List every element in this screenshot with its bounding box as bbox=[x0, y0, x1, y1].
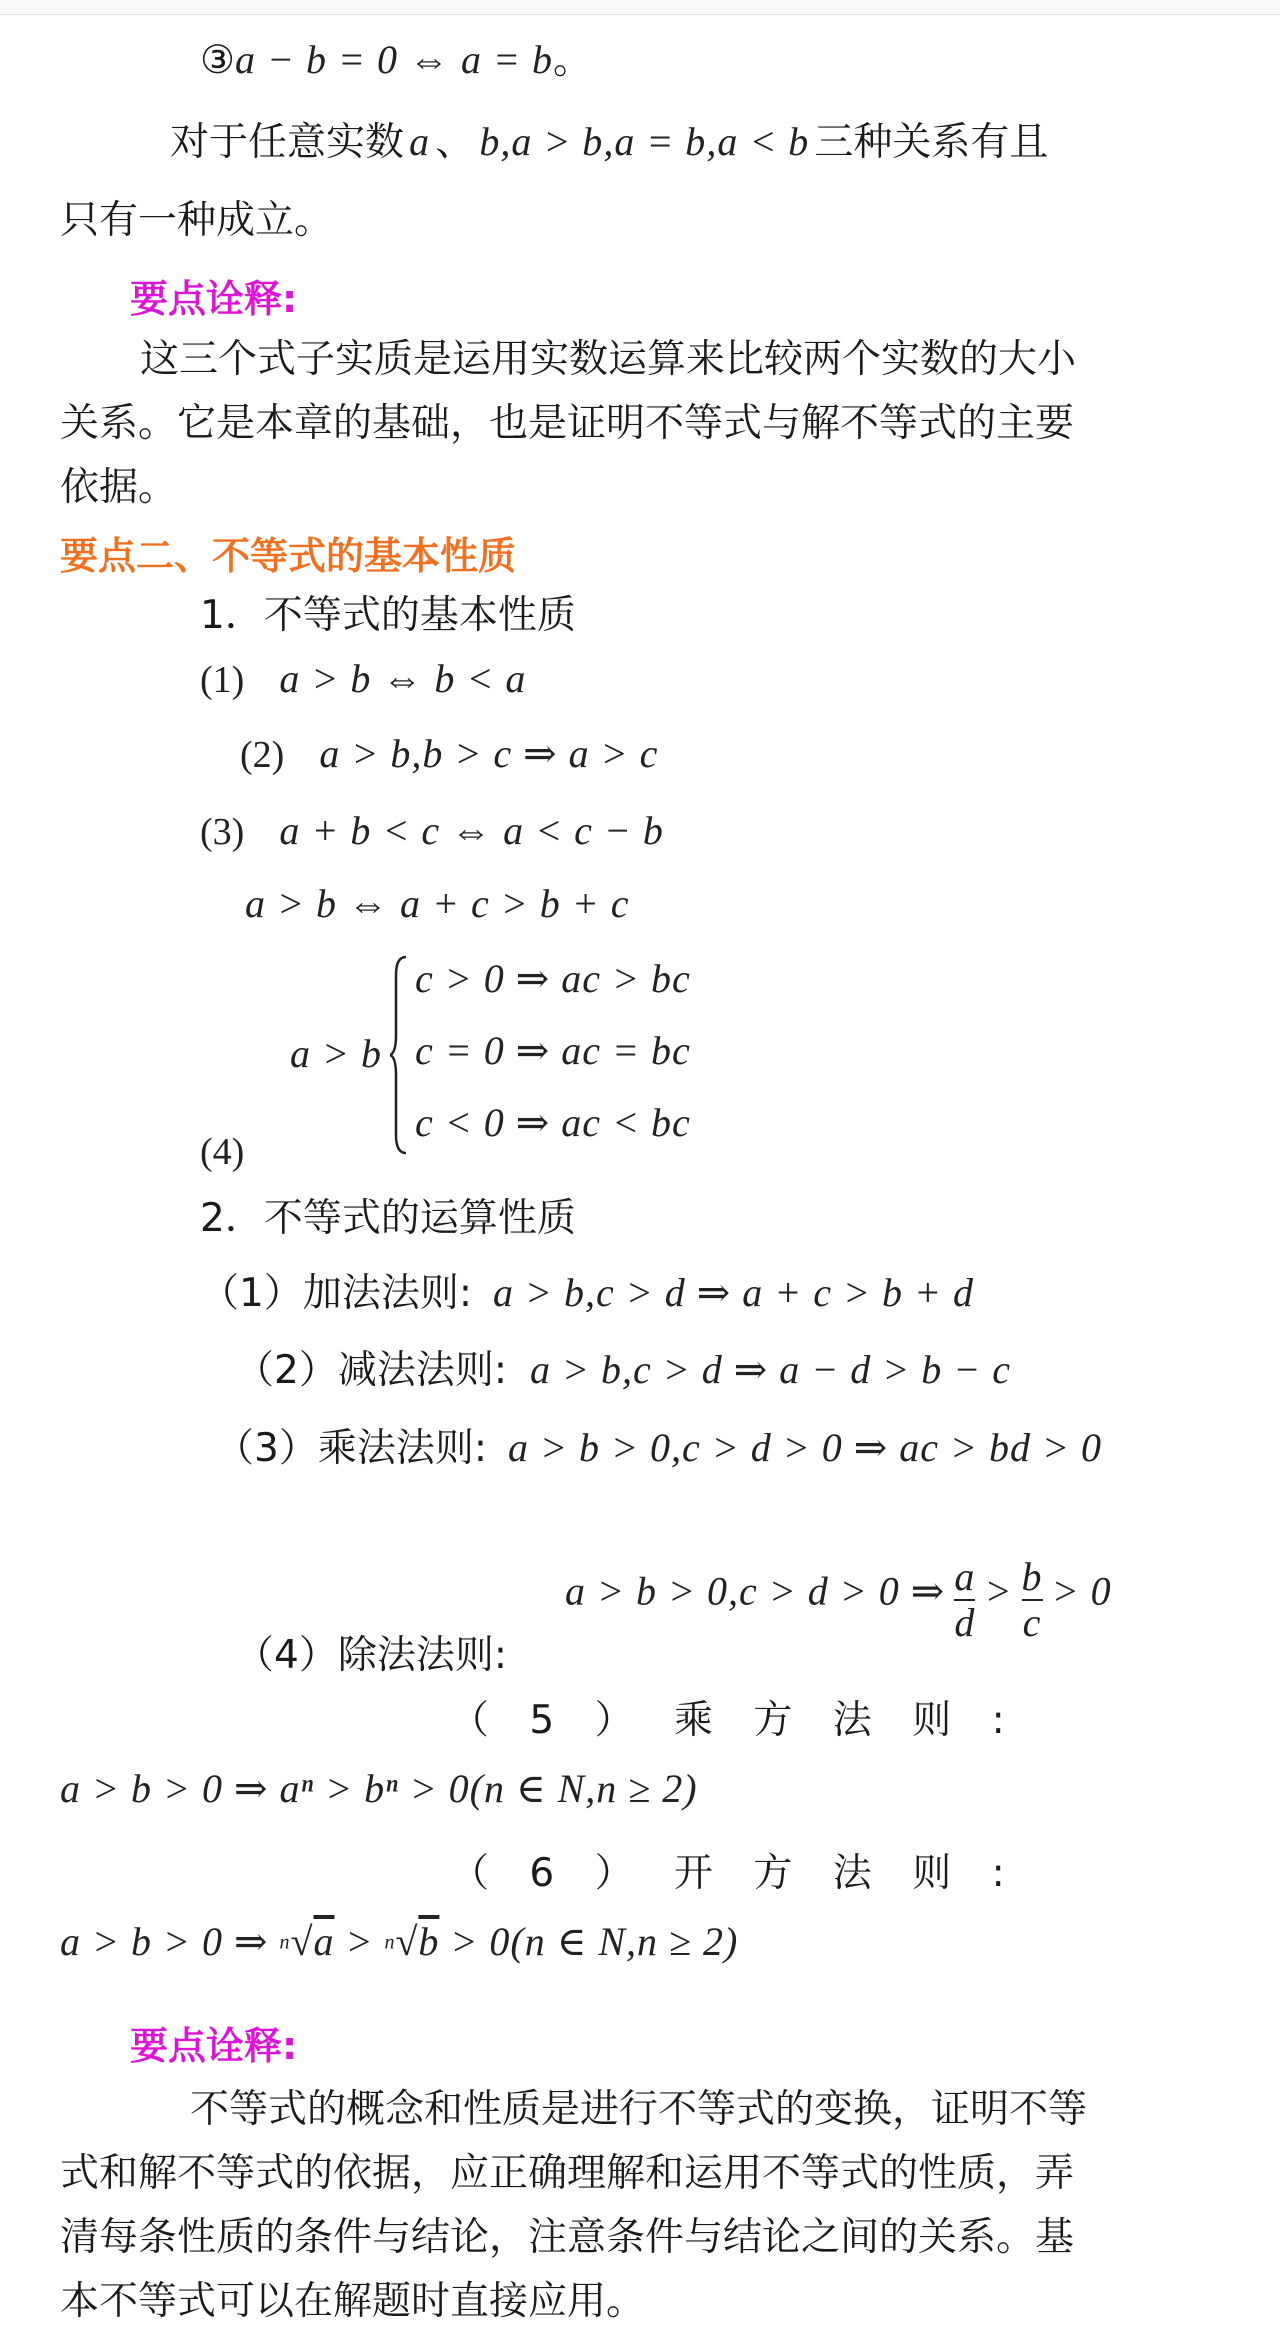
separator: 、 bbox=[435, 120, 475, 165]
top-edge bbox=[0, 0, 1280, 15]
section-heading-2: 要点二、不等式的基本性质 bbox=[60, 534, 517, 578]
property-3b-expr: a > b ⇔ a + c > b + c bbox=[245, 881, 630, 926]
fraction-1-num: a bbox=[954, 1554, 976, 1599]
property-3-expr: a + b < c ⇔ a < c − b bbox=[279, 808, 664, 853]
rule-subtraction-label: （2）减法法则: bbox=[235, 1348, 507, 1393]
note1-line2: 关系。它是本章的基础，也是证明不等式与解不等式的主要 bbox=[60, 401, 1075, 446]
rule-division-pre: a > b > 0,c > d > 0 ⇒ bbox=[565, 1568, 946, 1614]
property-4-label: (4) bbox=[200, 1131, 245, 1173]
equation-3 bbox=[200, 30, 592, 92]
property-4-case-1: c > 0 ⇒ ac > bc bbox=[415, 956, 691, 1001]
property-3 bbox=[200, 807, 664, 854]
property-1-expr: a > b ⇔ b < a bbox=[279, 656, 527, 701]
trichotomy-line bbox=[170, 112, 1048, 174]
rule-root-post: > 0(n ∈ N,n ≥ 2) bbox=[439, 1919, 739, 1964]
comma-3: , bbox=[706, 119, 718, 164]
circled-marker: ③ bbox=[200, 38, 235, 83]
property-1 bbox=[200, 655, 526, 702]
equation-3-expr: a − b = 0 ⇔ a = b bbox=[234, 37, 553, 82]
note-heading-2: 要点诠释: bbox=[130, 2024, 298, 2068]
root-index-1: n bbox=[279, 1931, 291, 1954]
radical-sign-1: √ bbox=[290, 1919, 314, 1964]
note2-line3: 清每条性质的条件与结论，注意条件与结论之间的关系。基 bbox=[60, 2215, 1075, 2260]
comma-1: , bbox=[500, 119, 512, 164]
property-2 bbox=[240, 730, 658, 777]
property-4-case-2: c = 0 ⇒ ac = bc bbox=[415, 1028, 691, 1073]
relation-greater: a > b bbox=[511, 119, 604, 164]
trichotomy-line2: 只有一种成立。 bbox=[60, 198, 334, 243]
rule-power-label: （ 5 ） 乘 方 法 则 : bbox=[450, 1698, 1005, 1743]
relation-equal: a = b bbox=[614, 119, 707, 164]
rule-division-label: （4）除法法则: bbox=[235, 1633, 507, 1678]
note2-line2: 式和解不等式的依据，应正确理解和运用不等式的性质，弄 bbox=[60, 2151, 1075, 2196]
rule-root-label: （ 6 ） 开 方 法 则 : bbox=[450, 1851, 1005, 1896]
fraction-a-over-d bbox=[954, 1555, 975, 1645]
note-heading-1: 要点诠释: bbox=[130, 277, 298, 321]
rule-root-pre: a > b > 0 ⇒ bbox=[60, 1919, 280, 1964]
rule-addition-expr: a > b,c > d ⇒ a + c > b + d bbox=[493, 1270, 975, 1315]
note1-line3: 依据。 bbox=[60, 465, 178, 510]
comma-2: , bbox=[603, 119, 615, 164]
rule-subtraction bbox=[235, 1340, 1011, 1402]
fraction-b-over-c bbox=[1022, 1555, 1043, 1645]
rule-addition-label: （1）加法法则: bbox=[200, 1271, 472, 1316]
rule-division-gt: > bbox=[984, 1568, 1013, 1614]
property-1-label: (1) bbox=[200, 659, 245, 701]
fraction-2-den: c bbox=[1022, 1600, 1042, 1645]
radicand-b: b bbox=[418, 1919, 440, 1964]
rule-multiplication-label: （3）乘法法则: bbox=[215, 1426, 487, 1471]
rule-addition bbox=[200, 1263, 974, 1325]
trichotomy-tail: 三种关系有且 bbox=[814, 120, 1049, 165]
basic-props-title: 1．不等式的基本性质 bbox=[200, 593, 576, 638]
property-4-lhs: a > b bbox=[290, 1031, 382, 1076]
var-a: a bbox=[409, 119, 431, 164]
rule-division-post: > 0 bbox=[1051, 1568, 1112, 1614]
property-2-expr: a > b,b > c ⇒ a > c bbox=[319, 731, 659, 776]
property-2-label: (2) bbox=[240, 734, 285, 776]
fraction-1-den: d bbox=[954, 1600, 976, 1645]
rule-multiplication-expr: a > b > 0,c > d > 0 ⇒ ac > bd > 0 bbox=[508, 1425, 1103, 1470]
relation-less: a < b bbox=[717, 119, 810, 164]
rule-multiplication bbox=[215, 1418, 1102, 1480]
property-4-cases bbox=[290, 955, 750, 1155]
rule-root-expr bbox=[60, 1918, 738, 1965]
property-4-case-3: c < 0 ⇒ ac < bc bbox=[415, 1100, 691, 1145]
note2-line4: 本不等式可以在解题时直接应用。 bbox=[60, 2279, 646, 2324]
rule-division-expr bbox=[565, 1555, 1112, 1645]
trichotomy-lead: 对于任意实数 bbox=[170, 120, 405, 165]
rule-power-expr: a > b > 0 ⇒ aⁿ > bⁿ > 0(n ∈ N,n ≥ 2) bbox=[60, 1766, 698, 1811]
radical-sign-2: √ bbox=[395, 1919, 419, 1964]
rule-root-mid: > bbox=[334, 1919, 385, 1964]
fraction-2-num: b bbox=[1021, 1554, 1043, 1599]
equation-3-end: 。 bbox=[552, 38, 592, 83]
radicand-a: a bbox=[313, 1919, 335, 1964]
note-paragraph-2 bbox=[60, 2078, 1220, 2334]
note1-line1: 这三个式子实质是运用实数运算来比较两个实数的大小 bbox=[140, 337, 1077, 382]
root-index-2: n bbox=[384, 1931, 396, 1954]
left-brace bbox=[390, 955, 408, 1155]
property-3-label: (3) bbox=[200, 811, 245, 853]
rule-subtraction-expr: a > b,c > d ⇒ a − d > b − c bbox=[530, 1347, 1012, 1392]
note2-line1: 不等式的概念和性质是进行不等式的变换，证明不等 bbox=[190, 2087, 1088, 2132]
ops-title: 2．不等式的运算性质 bbox=[200, 1196, 576, 1241]
note-paragraph-1 bbox=[60, 328, 1220, 520]
var-b: b bbox=[479, 119, 501, 164]
